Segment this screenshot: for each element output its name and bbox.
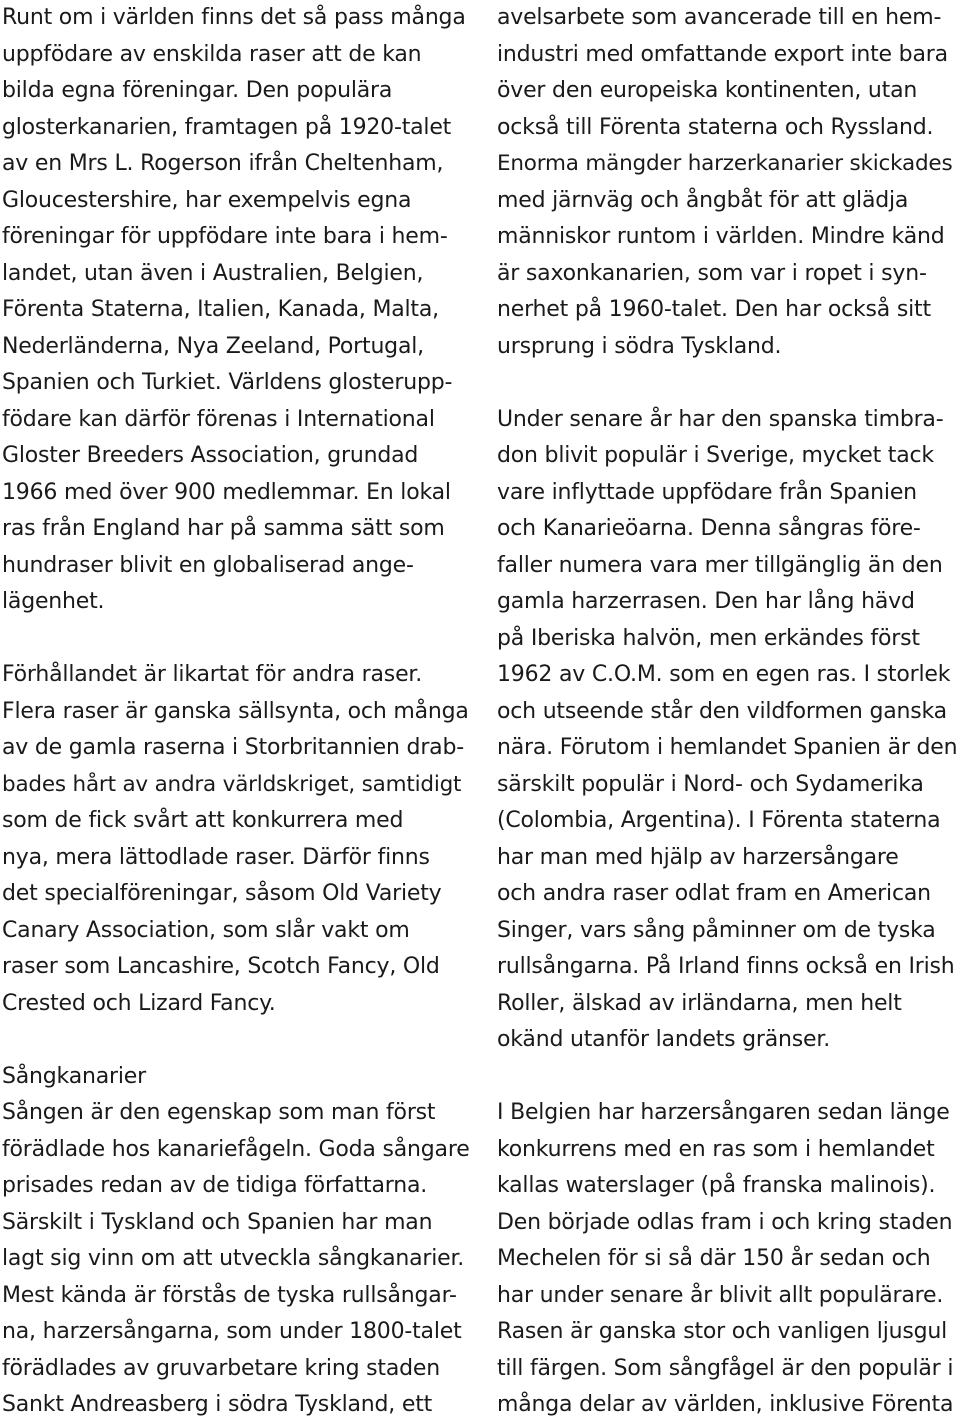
text-line: särskilt populär i Nord- och Sydamerika <box>497 771 924 797</box>
paragraph <box>497 402 959 1059</box>
text-line: Roller, älskad av irländarna, men helt <box>497 990 902 1016</box>
text-line: Spanien och Turkiet. Världens glosterupp- <box>2 370 453 395</box>
text-line: lägenhet. <box>2 589 105 614</box>
text-line: nya, mera lättodlade raser. Därför finns <box>2 844 430 870</box>
text-line: ursprung i södra Tyskland. <box>497 333 782 359</box>
text-line: och Kanarieöarna. Denna sångras före- <box>497 516 921 541</box>
text-line: glosterkanarien, framtagen på 1920-talet <box>2 114 452 140</box>
text-line: är saxonkanarien, som var i ropet i syn- <box>497 260 927 286</box>
text-line: över den europeiska kontinenten, utan <box>497 78 918 103</box>
text-line: faller numera vara mer tillgänglig än den <box>497 552 943 578</box>
text-line: Enorma mängder harzerkanarier skickades <box>497 151 953 176</box>
text-line: också till Förenta staterna och Ryssland. <box>497 114 934 140</box>
text-line: kallas waterslager (på franska malinois). <box>497 1173 936 1198</box>
text-line: förädlades av gruvarbetare kring staden <box>2 1355 440 1381</box>
right-column <box>497 0 959 1424</box>
text-line: hundraser blivit en globaliserad ange- <box>2 552 414 578</box>
text-line: det specialföreningar, såsom Old Variety <box>2 881 442 906</box>
text-line: Förenta Staterna, Italien, Kanada, Malta, <box>2 297 439 322</box>
text-line: Förhållandet är likartat för andra raser. <box>2 662 423 687</box>
text-line: don blivit populär i Sverige, mycket tack <box>497 443 934 468</box>
text-line: Under senare år har den spanska timbra- <box>497 406 944 432</box>
text-line: Mest kända är förstås de tyska rullsångar- <box>2 1282 457 1308</box>
text-line: landet, utan även i Australien, Belgien, <box>2 260 424 286</box>
text-line: avelsarbete som avancerade till en hem- <box>497 5 942 30</box>
paragraph-gap <box>497 1059 959 1096</box>
text-line: konkurrens med en ras som i hemlandet <box>497 1136 935 1162</box>
text-line: Särskilt i Tyskland och Spanien har man <box>2 1209 433 1235</box>
text-line: Singer, vars sång påminner om de tyska <box>497 917 936 943</box>
text-line: har under senare år blivit allt populärare. <box>497 1282 944 1308</box>
paragraph-gap <box>2 1022 470 1059</box>
paragraph-gap <box>497 365 959 402</box>
text-line: många delar av världen, inklusive Förenta <box>497 1392 954 1417</box>
text-line: Gloucestershire, har exempelvis egna <box>2 187 412 213</box>
text-line: människor runtom i världen. Mindre känd <box>497 224 945 249</box>
text-line: av de gamla raserna i Storbritannien drab- <box>2 735 464 760</box>
text-line: och andra raser odlat fram en American <box>497 881 931 906</box>
text-line: vare inflyttade uppfödare från Spanien <box>497 479 917 505</box>
text-line: som de fick svårt att konkurrera med <box>2 808 404 833</box>
text-line: na, harzersångarna, som under 1800-talet <box>2 1319 462 1344</box>
text-line: Crested och Lizard Fancy. <box>2 990 276 1016</box>
text-line: Flera raser är ganska sällsynta, och många <box>2 698 469 724</box>
text-line: 1962 av C.O.M. som en egen ras. I storlek <box>497 662 951 687</box>
text-line: prisades redan av de tidiga författarna. <box>2 1173 428 1198</box>
text-line: 1966 med över 900 medlemmar. En lokal <box>2 479 451 505</box>
text-line: okänd utanför landets gränser. <box>497 1027 831 1052</box>
text-line: gamla harzerrasen. Den har lång hävd <box>497 589 915 614</box>
text-line: uppfödare av enskilda raser att de kan <box>2 41 422 67</box>
text-line: på Iberiska halvön, men erkändes först <box>497 625 920 651</box>
text-line: Nederländerna, Nya Zeeland, Portugal, <box>2 333 424 359</box>
text-line: nära. Förutom i hemlandet Spanien är den <box>497 735 958 760</box>
text-line: föreningar för uppfödare inte bara i hem- <box>2 224 448 249</box>
paragraph <box>497 0 959 365</box>
text-line: bilda egna föreningar. Den populära <box>2 78 393 103</box>
text-line: Mechelen för si så där 150 år sedan och <box>497 1246 931 1271</box>
paragraph <box>497 1095 959 1424</box>
text-line: med järnväg och ångbåt för att glädja <box>497 187 909 213</box>
text-line: och utseende står den vildformen ganska <box>497 698 947 724</box>
text-line: Rasen är ganska stor och vanligen ljusgul <box>497 1319 948 1344</box>
text-line: bades hårt av andra världskriget, samtidigt <box>2 771 462 797</box>
text-line: födare kan därför förenas i International <box>2 406 435 432</box>
paragraph-gap <box>2 621 470 658</box>
paragraph <box>2 657 470 1022</box>
text-line: har man med hjälp av harzersångare <box>497 844 899 870</box>
text-line: Runt om i världen finns det så pass många <box>2 5 466 30</box>
text-line: ras från England har på samma sätt som <box>2 516 445 541</box>
text-line: Den började odlas fram i och kring staden <box>497 1209 953 1235</box>
text-line: rullsångarna. På Irland finns också en Irish <box>497 954 955 979</box>
paragraph <box>2 0 470 621</box>
text-line: till färgen. Som sångfågel är den populär i <box>497 1355 954 1381</box>
text-line: Canary Association, som slår vakt om <box>2 917 410 943</box>
text-line: förädlade hos kanariefågeln. Goda sångare <box>2 1136 470 1162</box>
text-line: lagt sig vinn om att utveckla sångkanarier. <box>2 1246 465 1271</box>
text-line: industri med omfattande export inte bara <box>497 41 948 67</box>
text-line: Gloster Breeders Association, grundad <box>2 443 419 468</box>
text-line: (Colombia, Argentina). I Förenta staterna <box>497 808 941 833</box>
text-line: I Belgien har harzersångaren sedan länge <box>497 1100 950 1125</box>
text-line: nerhet på 1960-talet. Den har också sitt <box>497 297 931 322</box>
paragraph <box>2 1059 470 1424</box>
text-line: Sången är den egenskap som man först <box>2 1100 436 1125</box>
text-line: raser som Lancashire, Scotch Fancy, Old <box>2 954 440 979</box>
text-line: Sångkanarier <box>2 1063 146 1089</box>
text-line: Sankt Andreasberg i södra Tyskland, ett <box>2 1392 433 1417</box>
left-column <box>2 0 470 1424</box>
text-line: av en Mrs L. Rogerson ifrån Cheltenham, <box>2 151 444 176</box>
